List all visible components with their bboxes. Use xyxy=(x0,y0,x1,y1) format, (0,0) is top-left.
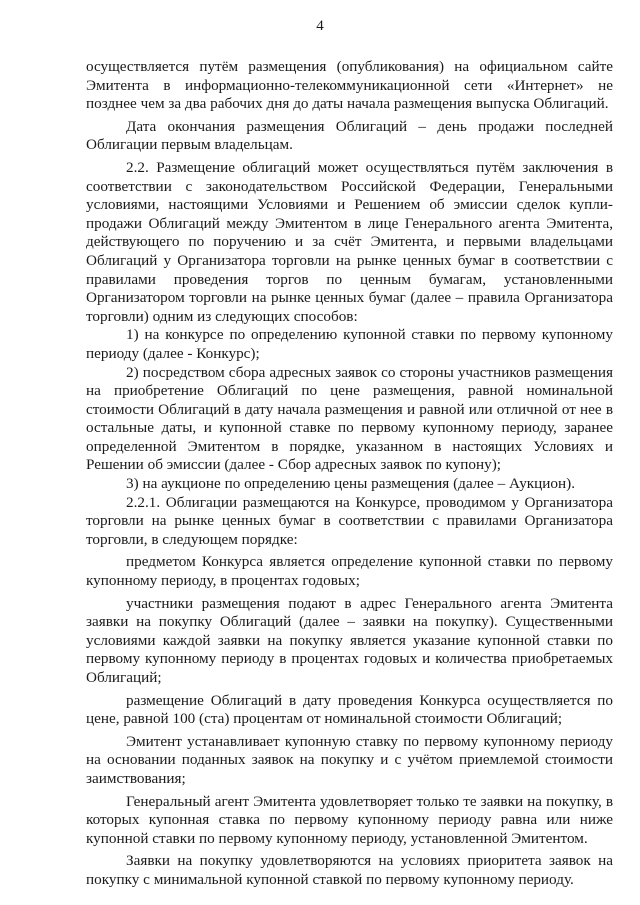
paragraph-10: размещение Облигаций в дату проведения Конкурса осуществляется по цене, равной 100 (ста) процентам от номинальной стоимости Облигаций; xyxy=(86,691,613,728)
paragraph-13: Заявки на покупку удовлетворяются на условиях приоритета заявок на покупку с минимальной купонной ставкой по первому купонному периоду. xyxy=(86,852,613,888)
paragraph-8: предметом Конкурса является определение купонной ставки по первому купонному периоду, в процентах годовых; xyxy=(86,553,613,590)
paragraph-11: Эмитент устанавливает купонную ставку по первому купонному периоду на основании поданных заявок на покупку и с учётом приемлемой стоимости заимствования; xyxy=(86,732,613,787)
paragraph-5: 2) посредством сбора адресных заявок со стороны участников размещения на приобретение Облигаций по цене размещения, равной номинальной стоимости Облигаций в дату начала размещения и равной или отличной от нее в остальные даты, и купонной ставке по первому купонному периоду, заранее определенной Эмитентом в порядке, указанном в настоящих Условиях и Решении об эмиссии (далее - Сбор адресных заявок по купону); xyxy=(86,363,613,474)
paragraph-12: Генеральный агент Эмитента удовлетворяет только те заявки на покупку, в которых купонная ставка по первому купонному периоду равна или ниже купонной ставки по первому купонному периоду, установленной Эмитентом. xyxy=(86,792,613,847)
paragraph-3: 2.2. Размещение облигаций может осуществляться путём заключения в соответствии с законодательством Российской Федерации, Генеральными условиями, настоящими Условиями и Решением об эмиссии сделок купли-продажи Облигаций между Эмитентом в лице Генерального агента Эмитента, действующего по поручению и за счёт Эмитента, и первыми владельцами Облигаций у Организатора торговли на рынке ценных бумаг в соответствии с правилами проведения торгов по ценным бумагам, установленными Организатором торговли на рынке ценных бумаг (далее – правила Организатора торговли) одним из следующих способов: xyxy=(86,158,613,325)
paragraph-1: осуществляется путём размещения (опубликования) на официальном сайте Эмитента в информационно-телекоммуникационной сети «Интернет» не позднее чем за два рабочих дня до даты начала размещения выпуска Облигаций. xyxy=(86,58,613,113)
paragraph-6: 3) на аукционе по определению цены размещения (далее – Аукцион). xyxy=(126,475,575,493)
paragraph-9: участники размещения подают в адрес Генерального агента Эмитента заявки на покупку Облигаций (далее – заявки на покупку). Существенными условиями каждой заявки на покупку является указание купонной ставки по первому купонному периоду в процентах годовых и количества приобретаемых Облигаций; xyxy=(86,594,613,686)
paragraph-2: Дата окончания размещения Облигаций – день продажи последней Облигации первым владельцам. xyxy=(86,117,613,154)
document-body xyxy=(86,58,613,890)
paragraph-7: 2.2.1. Облигации размещаются на Конкурсе, проводимом у Организатора торговли на рынке ценных бумаг в соответствии с правилами Организатора торговли, в следующем порядке: xyxy=(86,493,613,548)
paragraph-4: 1) на конкурсе по определению купонной ставки по первому купонному периоду (далее - Конкурс); xyxy=(86,326,613,362)
page-number: 4 xyxy=(316,18,324,34)
